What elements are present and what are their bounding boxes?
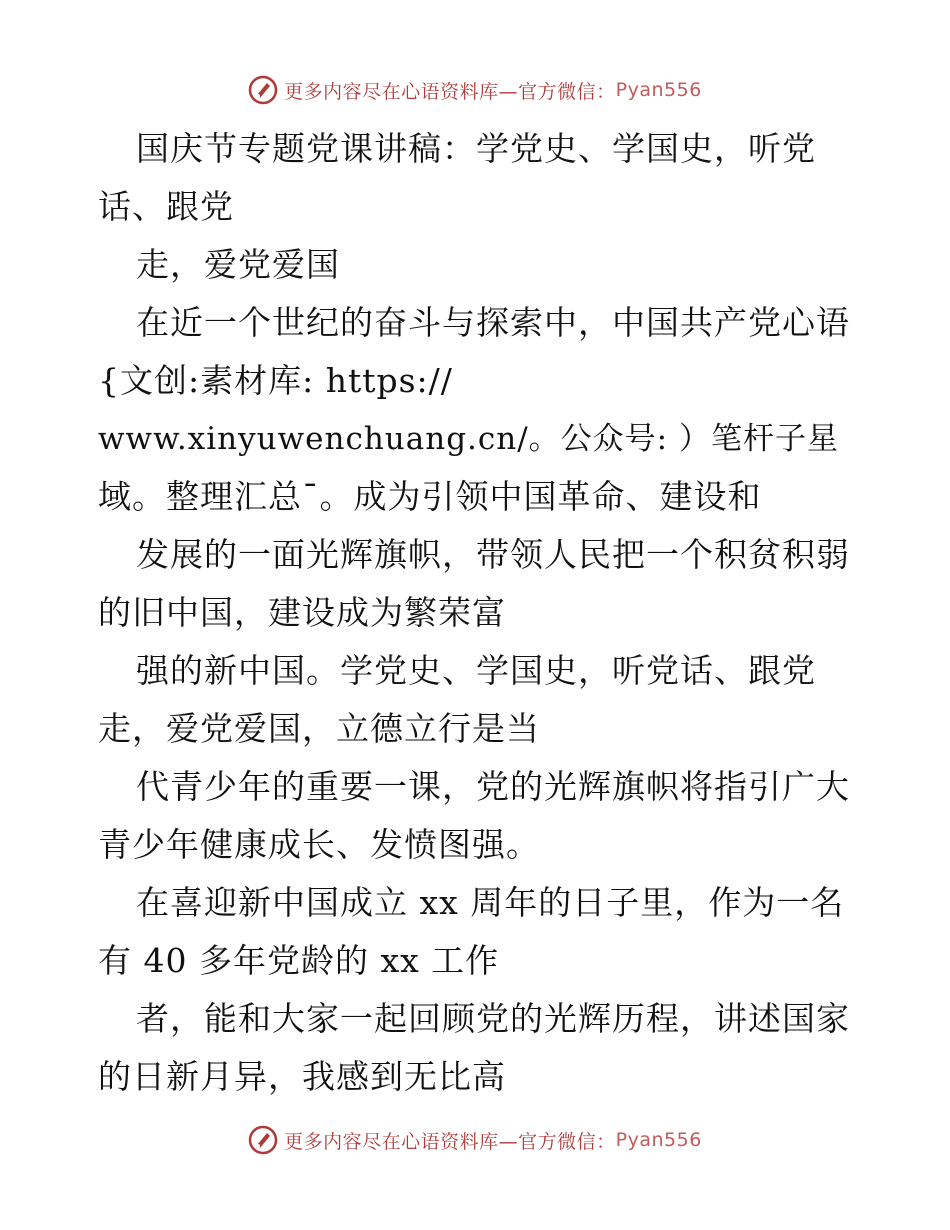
brand-logo-icon xyxy=(248,75,278,105)
text-line: 走，爱党爱国 xyxy=(136,245,340,284)
text-line: 强的新中国。学党史、学国史，听党话、跟党 xyxy=(136,651,816,690)
text-line: 域。整理汇总¯。成为引领中国革命、建设和 xyxy=(98,477,762,516)
text-line: 的日新月异，我感到无比高 xyxy=(98,1057,506,1096)
text-line: 话、跟党 xyxy=(98,187,234,226)
footer-banner xyxy=(0,1120,950,1160)
text-line: 代青少年的重要一课，党的光辉旗帜将指引广大 xyxy=(136,767,850,806)
banner-wechat-id: Pyan556 xyxy=(615,1129,702,1151)
header-banner xyxy=(0,70,950,110)
text-line: 国庆节专题党课讲稿：学党史、学国史，听党 xyxy=(136,129,816,168)
brand-logo-icon xyxy=(248,1125,278,1155)
text-line: 发展的一面光辉旗帜，带领人民把一个积贫积弱 xyxy=(136,535,850,574)
text-line: www.xinyuwenchuang.cn/。公众号: ）笔杆子星 xyxy=(98,421,839,457)
text-line: {文创:素材库: https:// xyxy=(98,361,453,400)
text-line: 走，爱党爱国，立德立行是当 xyxy=(98,709,540,748)
text-line: 者，能和大家一起回顾党的光辉历程，讲述国家 xyxy=(136,999,850,1038)
banner-text: 更多内容尽在心语资料库—官方微信： xyxy=(284,80,616,103)
text-line: 青少年健康成长、发愤图强。 xyxy=(98,825,540,864)
banner-wechat-id: Pyan556 xyxy=(615,79,702,101)
text-line: 有 40 多年党龄的 xx 工作 xyxy=(98,941,500,980)
text-line: 在近一个世纪的奋斗与探索中，中国共产党心语 xyxy=(136,303,850,342)
text-line: 的旧中国，建设成为繁荣富 xyxy=(98,593,506,632)
banner-text: 更多内容尽在心语资料库—官方微信： xyxy=(284,1130,616,1153)
document-body xyxy=(98,120,858,1106)
text-line: 在喜迎新中国成立 xx 周年的日子里，作为一名 xyxy=(136,883,845,922)
